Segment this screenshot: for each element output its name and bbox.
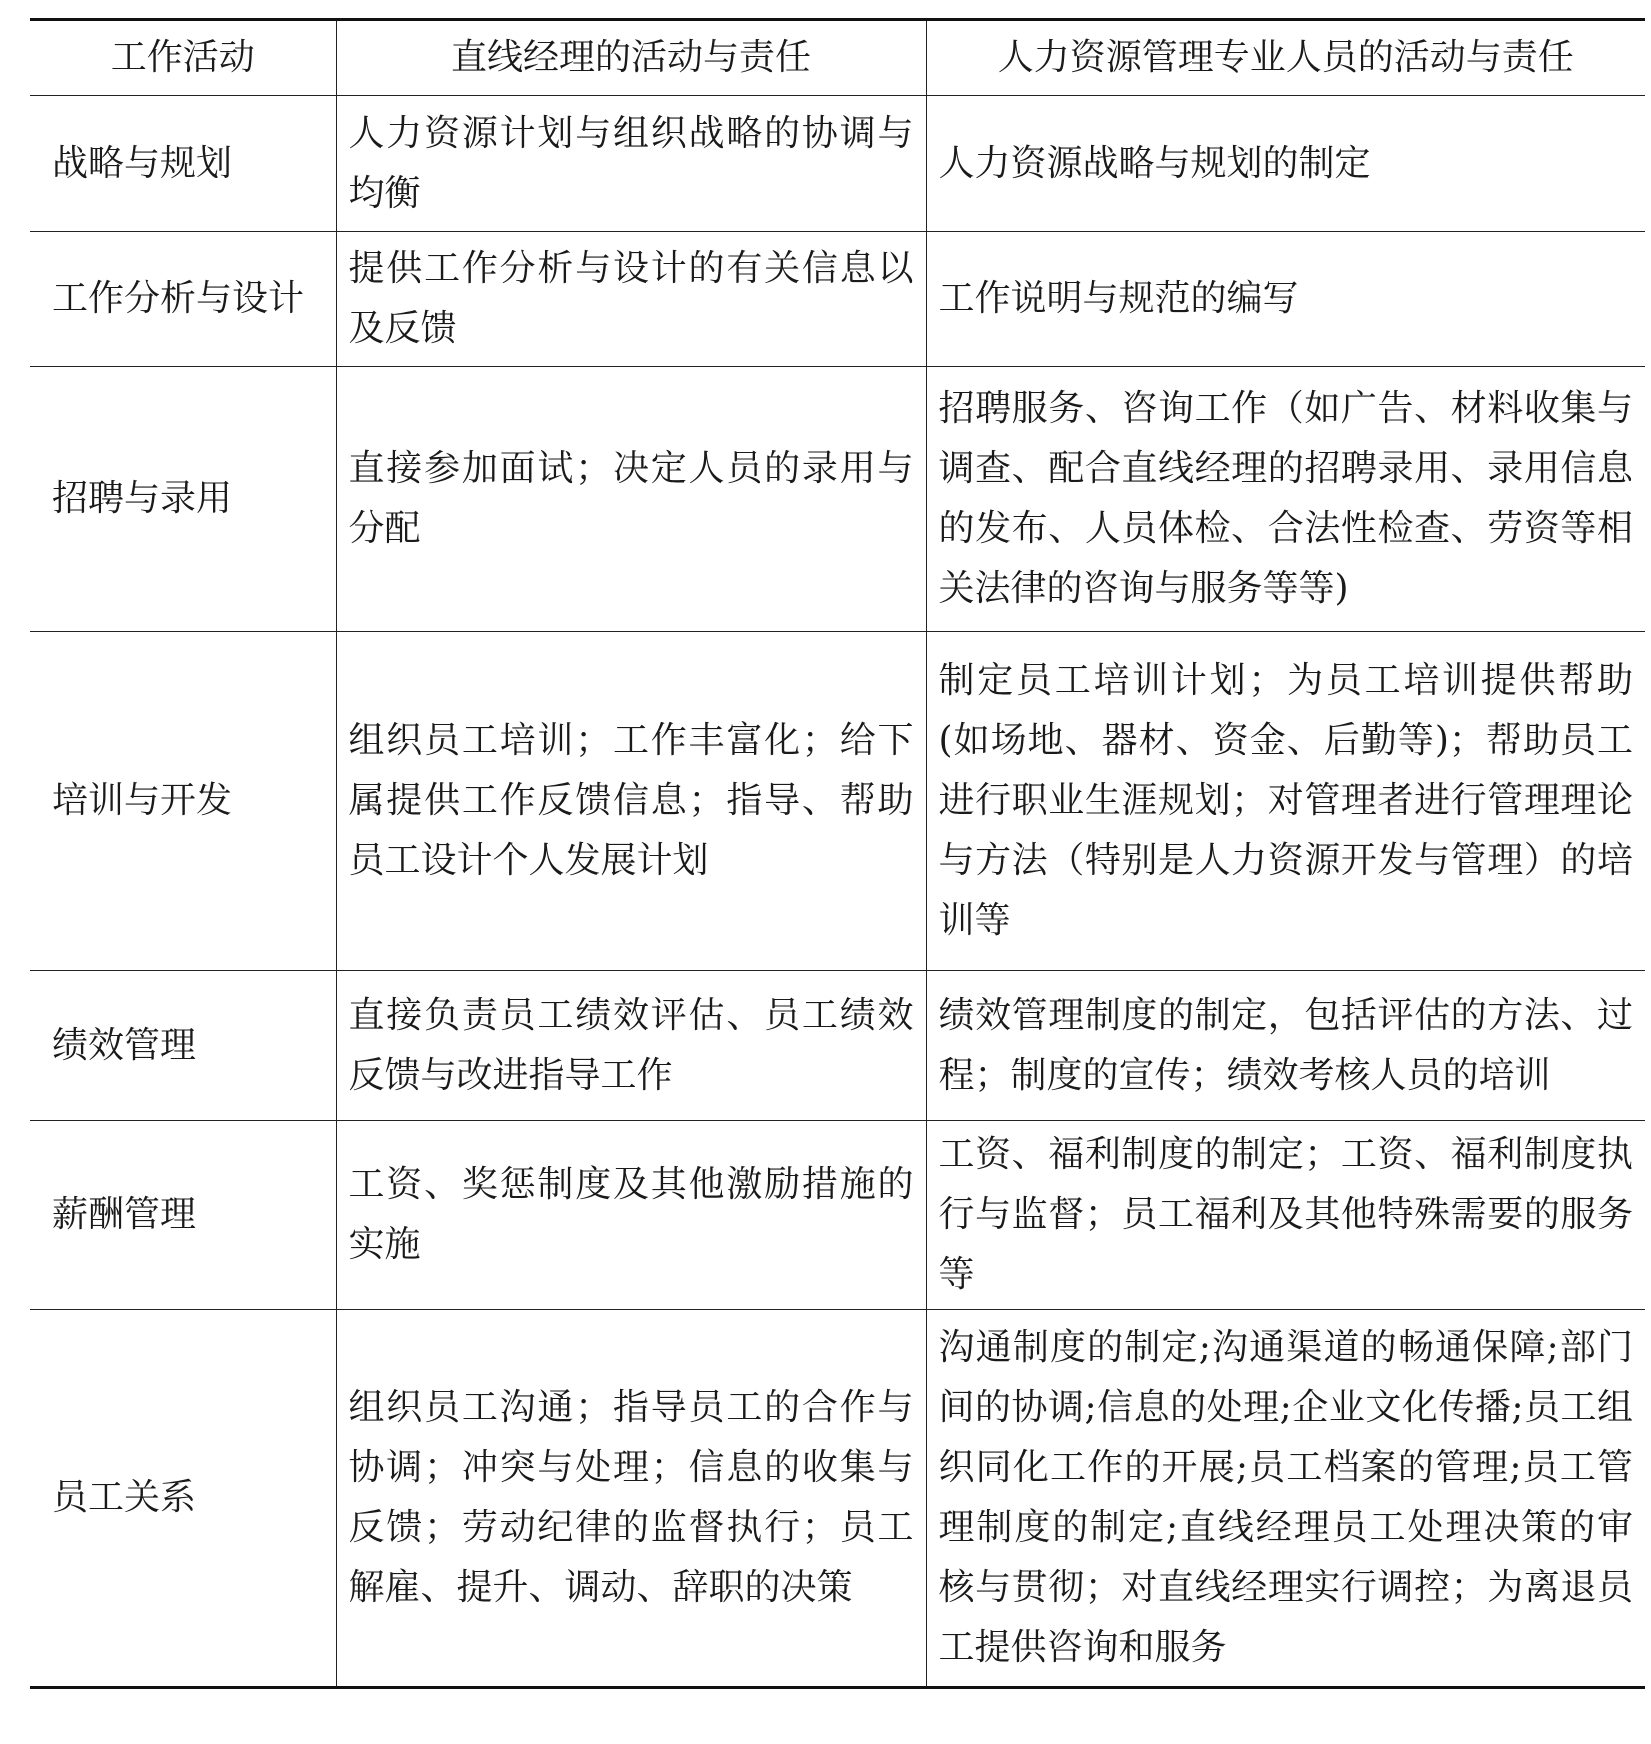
table-row [30, 632, 1645, 971]
line-manager-cell: 直接参加面试；决定人员的录用与分配 [336, 367, 926, 632]
activity-cell: 战略与规划 [30, 96, 336, 232]
line-manager-cell: 组织员工培训；工作丰富化；给下属提供工作反馈信息；指导、帮助员工设计个人发展计划 [336, 632, 926, 971]
line-manager-cell: 组织员工沟通；指导员工的合作与协调；冲突与处理；信息的收集与反馈；劳动纪律的监督执行；员工解雇、提升、调动、辞职的决策 [336, 1310, 926, 1688]
activity-cell: 招聘与录用 [30, 367, 336, 632]
hr-professional-cell: 工资、福利制度的制定；工资、福利制度执行与监督；员工福利及其他特殊需要的服务等 [926, 1121, 1645, 1310]
activity-cell: 培训与开发 [30, 632, 336, 971]
activity-cell: 薪酬管理 [30, 1121, 336, 1310]
responsibility-table [30, 18, 1645, 1689]
table-row [30, 96, 1645, 232]
activity-cell: 工作分析与设计 [30, 232, 336, 367]
table-row [30, 232, 1645, 367]
table-body [30, 96, 1645, 1688]
table-row [30, 367, 1645, 632]
table-row [30, 1121, 1645, 1310]
hr-professional-cell: 人力资源战略与规划的制定 [926, 96, 1645, 232]
table-row [30, 971, 1645, 1121]
hr-professional-cell: 绩效管理制度的制定，包括评估的方法、过程；制度的宣传；绩效考核人员的培训 [926, 971, 1645, 1121]
hr-professional-cell: 工作说明与规范的编写 [926, 232, 1645, 367]
line-manager-cell: 直接负责员工绩效评估、员工绩效反馈与改进指导工作 [336, 971, 926, 1121]
table-header [30, 20, 1645, 96]
header-hr-professional: 人力资源管理专业人员的活动与责任 [926, 20, 1645, 96]
header-row [30, 20, 1645, 96]
line-manager-cell: 提供工作分析与设计的有关信息以及反馈 [336, 232, 926, 367]
hr-professional-cell: 沟通制度的制定;沟通渠道的畅通保障;部门间的协调;信息的处理;企业文化传播;员工组织同化工作的开展;员工档案的管理;员工管理制度的制定;直线经理员工处理决策的审核与贯彻；对直线经理实行调控；为离退员工提供咨询和服务 [926, 1310, 1645, 1688]
table-row [30, 1310, 1645, 1688]
header-activity: 工作活动 [30, 20, 336, 96]
hr-professional-cell: 制定员工培训计划；为员工培训提供帮助(如场地、器材、资金、后勤等)；帮助员工进行职业生涯规划；对管理者进行管理理论与方法（特别是人力资源开发与管理）的培训等 [926, 632, 1645, 971]
line-manager-cell: 工资、奖惩制度及其他激励措施的实施 [336, 1121, 926, 1310]
activity-cell: 绩效管理 [30, 971, 336, 1121]
line-manager-cell: 人力资源计划与组织战略的协调与均衡 [336, 96, 926, 232]
hr-professional-cell: 招聘服务、咨询工作（如广告、材料收集与调查、配合直线经理的招聘录用、录用信息的发布、人员体检、合法性检查、劳资等相关法律的咨询与服务等等) [926, 367, 1645, 632]
activity-cell: 员工关系 [30, 1310, 336, 1688]
header-line-manager: 直线经理的活动与责任 [336, 20, 926, 96]
